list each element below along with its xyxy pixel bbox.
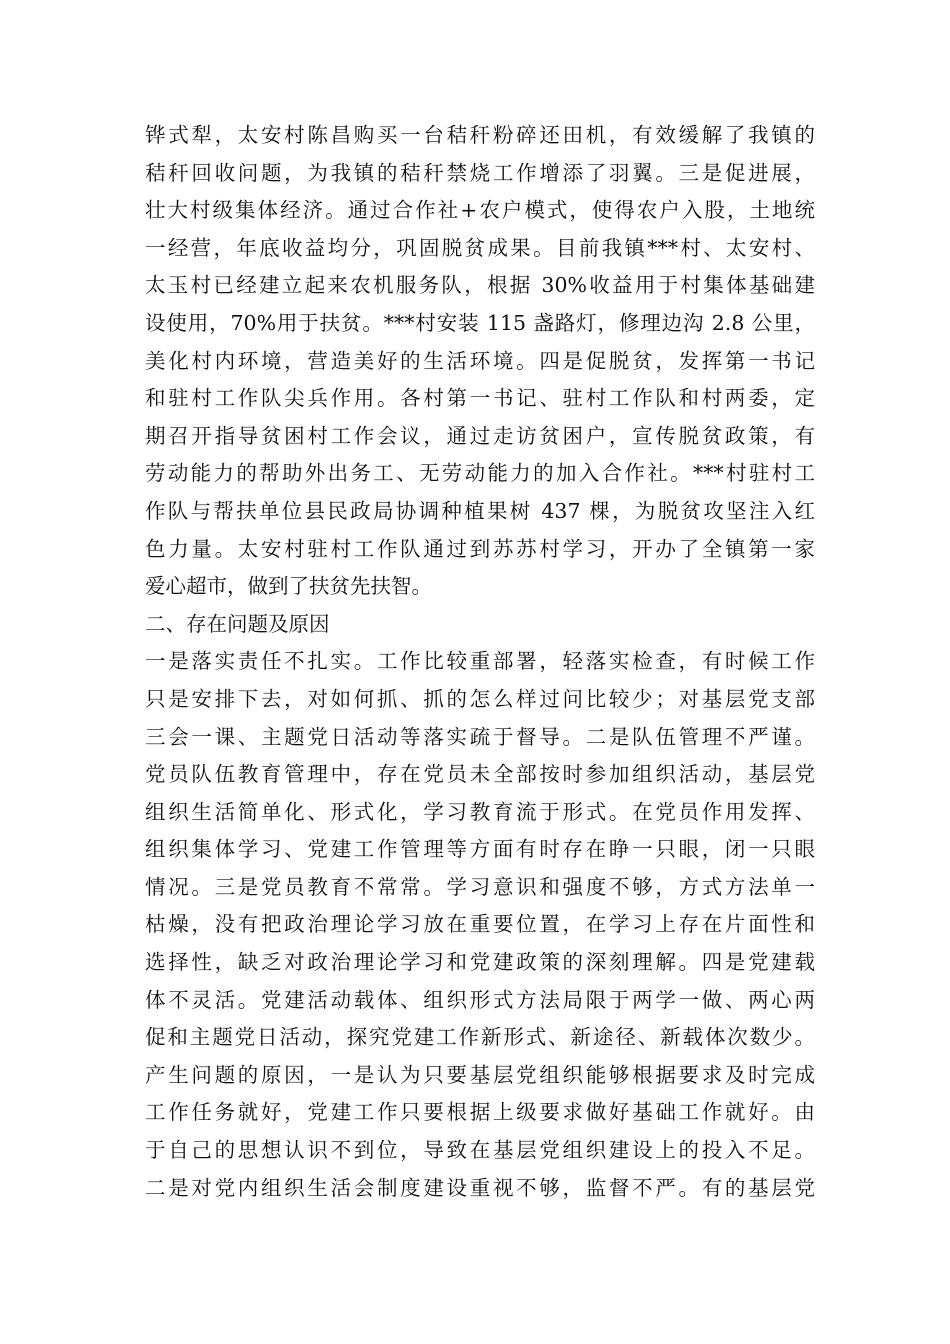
section-heading: 二、存在问题及原因	[145, 611, 330, 636]
text-line: 枯燥，没有把政治理论学习放在重要位置，在学习上存在片面性和	[145, 912, 815, 937]
text-line: 选择性，缺乏对政治理论学习和党建政策的深刻理解。四是党建载	[145, 950, 815, 975]
text-line: 太玉村已经建立起来农机服务队，根据 30%收益用于村集体基础建	[145, 273, 815, 298]
text-line: 期召开指导贫困村工作会议，通过走访贫困户，宣传脱贫政策，有	[145, 423, 815, 448]
text-line: 二是对党内组织生活会制度建设重视不够，监督不严。有的基层党	[145, 1175, 815, 1200]
text-line: 产生问题的原因，一是认为只要基层党组织能够根据要求及时完成	[145, 1062, 815, 1087]
text-line: 体不灵活。党建活动载体、组织形式方法局限于两学一做、两心两	[145, 987, 815, 1012]
text-line: 秸秆回收问题，为我镇的秸秆禁烧工作增添了羽翼。三是促进展，	[145, 160, 815, 185]
text-line: 于自己的思想认识不到位，导致在基层党组织建设上的投入不足。	[145, 1138, 815, 1163]
document-body	[145, 117, 815, 1207]
text-line: 情况。三是党员教育不常常。学习意识和强度不够，方式方法单一	[145, 874, 815, 899]
text-line: 作队与帮扶单位县民政局协调种植果树 437 棵，为脱贫攻坚注入红	[145, 498, 815, 523]
text-line: 党员队伍教育管理中，存在党员未全部按时参加组织活动，基层党	[145, 762, 815, 787]
text-line: 壮大村级集体经济。通过合作社+农户模式，使得农户入股，土地统	[145, 198, 815, 223]
text-line: 组织集体学习、党建工作管理等方面有时存在睁一只眼，闭一只眼	[145, 837, 815, 862]
text-line: 一是落实责任不扎实。工作比较重部署，轻落实检查，有时候工作	[145, 649, 815, 674]
text-line: 设使用，70%用于扶贫。***村安装 115 盏路灯，修理边沟 2.8 公里，	[145, 310, 815, 335]
text-line: 美化村内环境，营造美好的生活环境。四是促脱贫，发挥第一书记	[145, 348, 815, 373]
text-line: 只是安排下去，对如何抓、抓的怎么样过问比较少；对基层党支部	[145, 686, 815, 711]
paragraph-2	[145, 643, 815, 1207]
text-line: 工作任务就好，党建工作只要根据上级要求做好基础工作就好。由	[145, 1100, 815, 1125]
text-line: 一经营，年底收益均分，巩固脱贫成果。目前我镇***村、太安村、	[145, 235, 815, 260]
text-line: 爱心超市，做到了扶贫先扶智。	[145, 574, 432, 599]
text-line: 铧式犁，太安村陈昌购买一台秸秆粉碎还田机，有效缓解了我镇的	[145, 123, 815, 147]
text-line: 促和主题党日活动，探究党建工作新形式、新途径、新载体次数少。	[145, 1025, 815, 1050]
text-line: 色力量。太安村驻村工作队通过到苏苏村学习，开办了全镇第一家	[145, 536, 815, 561]
text-line: 三会一课、主题党日活动等落实疏于督导。二是队伍管理不严谨。	[145, 724, 815, 749]
text-line: 和驻村工作队尖兵作用。各村第一书记、驻村工作队和村两委，定	[145, 386, 815, 411]
paragraph-1	[145, 117, 815, 606]
text-line: 劳动能力的帮助外出务工、无劳动能力的加入合作社。***村驻村工	[145, 461, 815, 486]
text-line: 组织生活简单化、形式化，学习教育流于形式。在党员作用发挥、	[145, 799, 815, 824]
